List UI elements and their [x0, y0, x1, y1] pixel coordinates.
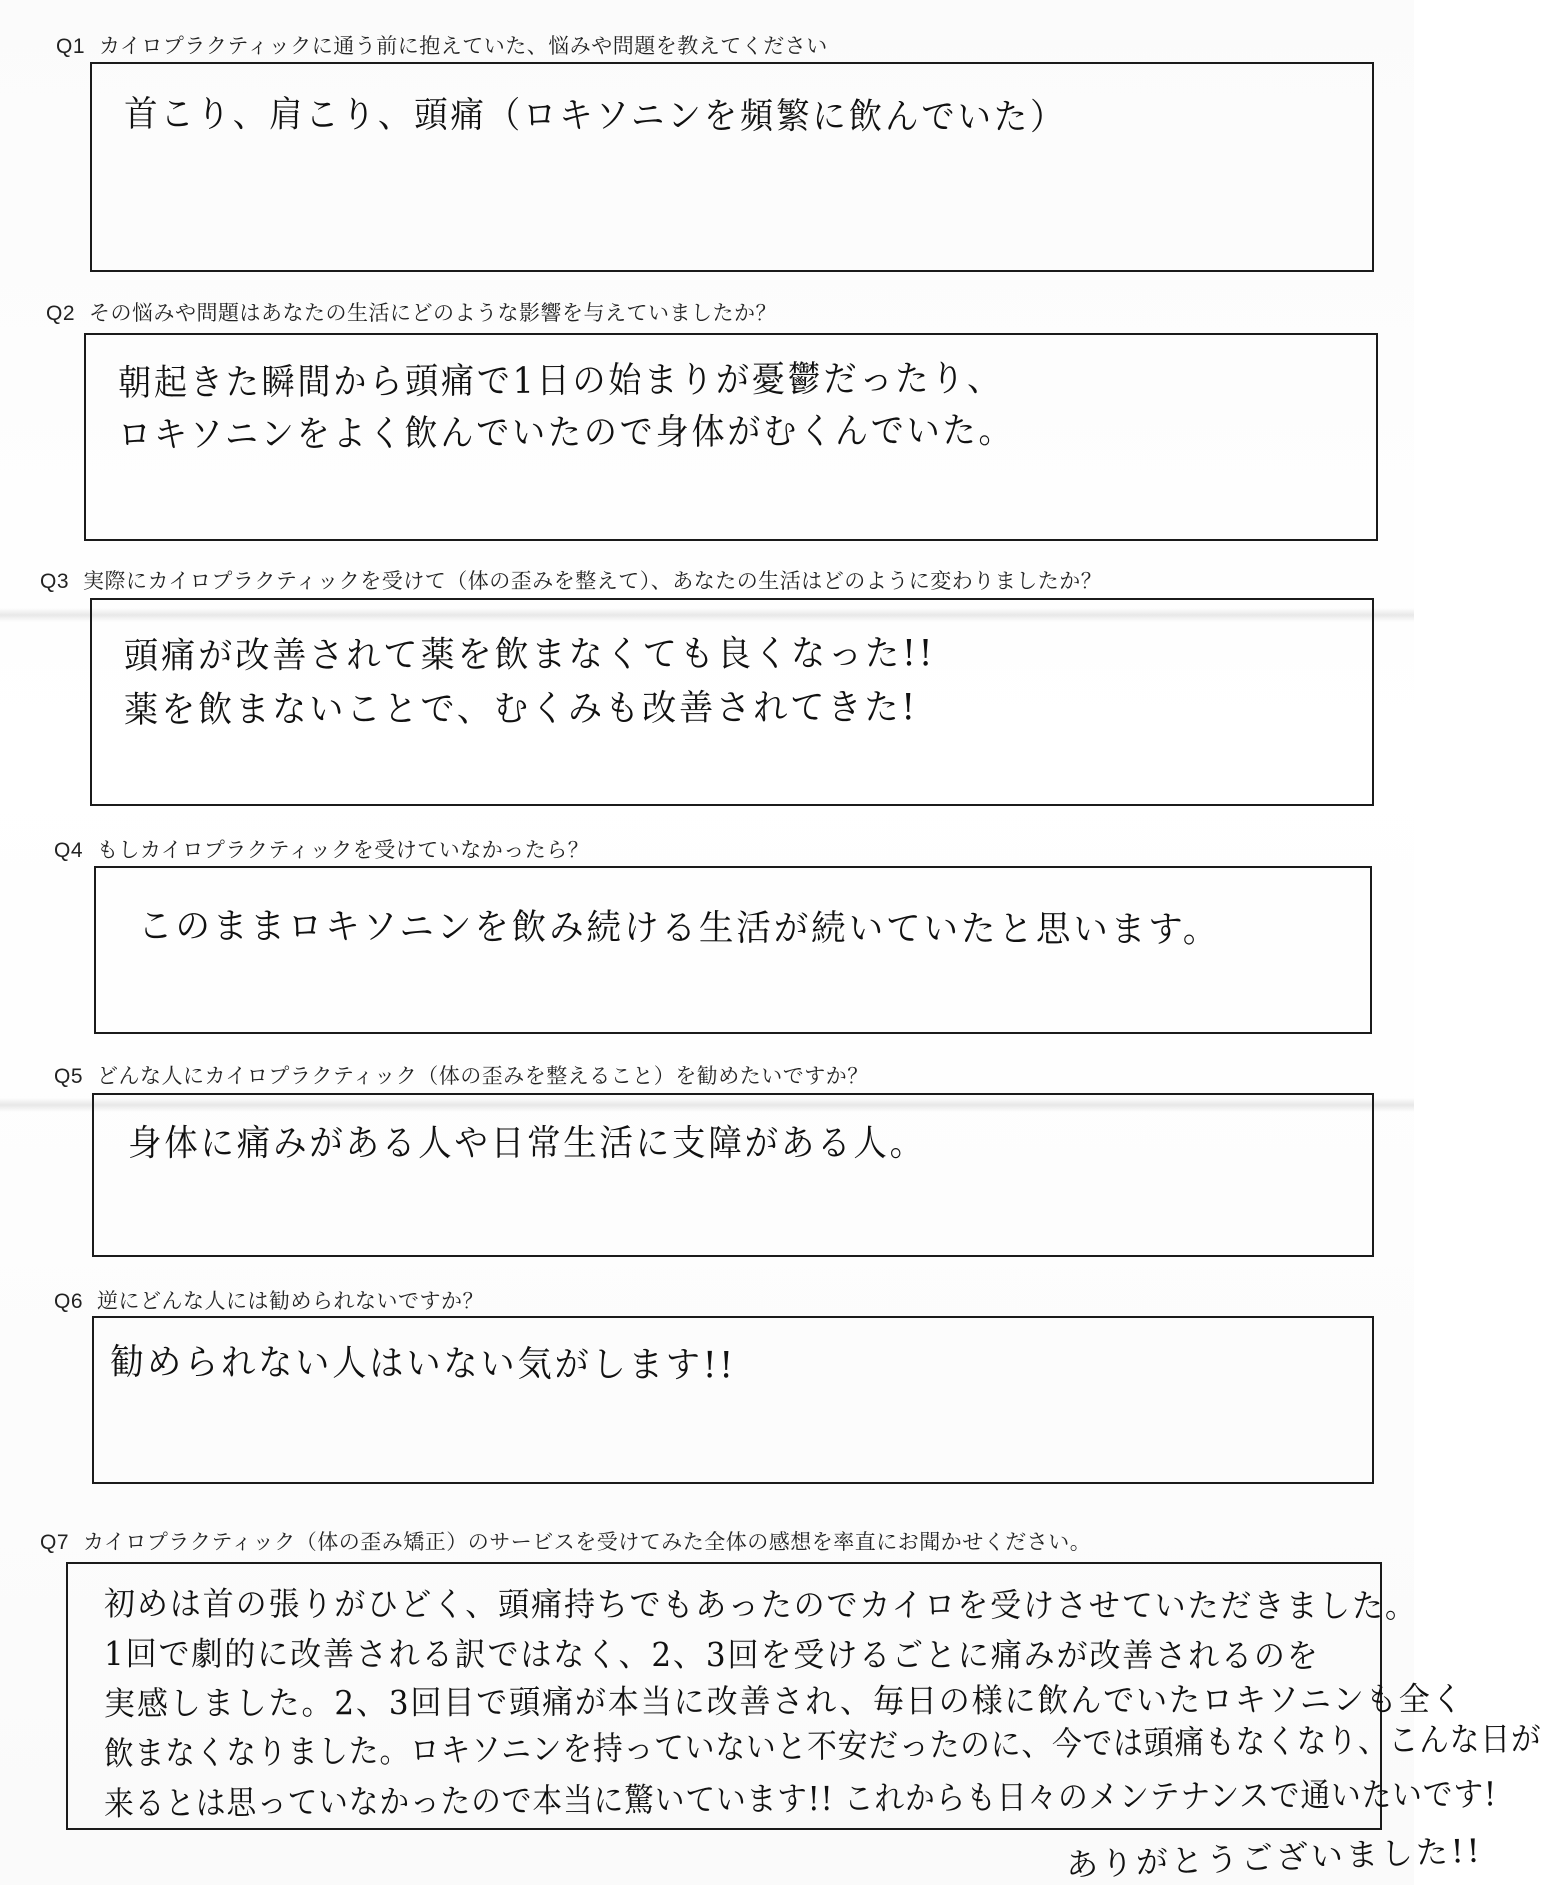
answer-box-2	[84, 333, 1378, 541]
question-1	[56, 30, 828, 60]
answer-line: 首こり、肩こり、頭痛（ロキソニンを頻繁に飲んでいた）	[123, 94, 1067, 139]
question-text: カイロプラクティックに通う前に抱えていた、悩みや問題を教えてください	[99, 34, 828, 58]
closing-thanks: ありがとうございました!!	[1065, 1831, 1484, 1884]
answer-box-3	[90, 598, 1374, 806]
question-number: Q4	[54, 839, 84, 862]
answer-line: 飲まなくなりました。ロキソニンを持っていないと不安だったのに、今では頭痛もなくなり、こんな日が	[103, 1718, 1542, 1773]
answer-line: 朝起きた瞬間から頭痛で1日の始まりが憂鬱だったり、	[117, 358, 1004, 404]
answer-line: 薬を飲まないことで、むくみも改善されてきた!	[123, 687, 919, 731]
question-5	[54, 1060, 869, 1090]
question-text: その悩みや問題はあなたの生活にどのような影響を与えていましたか？	[89, 301, 778, 325]
question-2	[46, 297, 777, 327]
answer-line: 勧められない人はいない気がします!!	[109, 1342, 737, 1387]
answer-box-5	[92, 1093, 1374, 1257]
answer-box-7	[66, 1562, 1542, 1830]
question-7	[40, 1526, 1091, 1556]
question-number: Q1	[56, 35, 86, 58]
answer-line: このままロキソニンを飲み続ける生活が続いていたと思います。	[137, 906, 1221, 951]
question-number: Q7	[40, 1531, 70, 1554]
question-number: Q5	[54, 1065, 84, 1088]
answer-line: 実感しました。2、3回目で頭痛が本当に改善され、毎日の様に飲んでいたロキソニンも全く	[103, 1679, 1465, 1723]
question-number: Q3	[40, 570, 70, 593]
question-6	[54, 1285, 484, 1315]
answer-line: 初めは首の張りがひどく、頭痛持ちでもあったのでカイロを受けさせていただきました。	[103, 1584, 1418, 1626]
question-text: どんな人にカイロプラクティック（体の歪みを整えること）を勧めたいですか？	[97, 1064, 869, 1088]
question-text: カイロプラクティック（体の歪み矯正）のサービスを受けてみた全体の感想を率直にお聞かせください。	[83, 1530, 1092, 1554]
answer-line: 身体に痛みがある人や日常生活に支障がある人。	[128, 1123, 926, 1164]
question-text: もしカイロプラクティックを受けていなかったら？	[97, 838, 590, 862]
answer-line: 頭痛が改善されて薬を飲まなくても良くなった!!	[123, 633, 936, 677]
answer-line: 1回で劇的に改善される訳ではなく、2、3回を受けるごとに痛みが改善されるのを	[103, 1634, 1320, 1676]
question-number: Q2	[46, 302, 76, 325]
answer-box-4	[94, 866, 1372, 1034]
answer-line: 来るとは思っていなかったので本当に驚いています!! これからも日々のメンテナンスで通いたいです!	[103, 1774, 1497, 1823]
question-3	[40, 565, 1102, 595]
answer-box-1	[90, 62, 1374, 272]
answer-line: ロキソニンをよく飲んでいたので身体がむくんでいた。	[117, 410, 1015, 456]
question-number: Q6	[54, 1290, 84, 1313]
answer-box-6	[92, 1316, 1374, 1484]
question-4	[54, 834, 589, 864]
question-text: 逆にどんな人には勧められないですか？	[97, 1289, 485, 1313]
question-text: 実際にカイロプラクティックを受けて（体の歪みを整えて）、あなたの生活はどのように変わりましたか？	[83, 569, 1103, 593]
